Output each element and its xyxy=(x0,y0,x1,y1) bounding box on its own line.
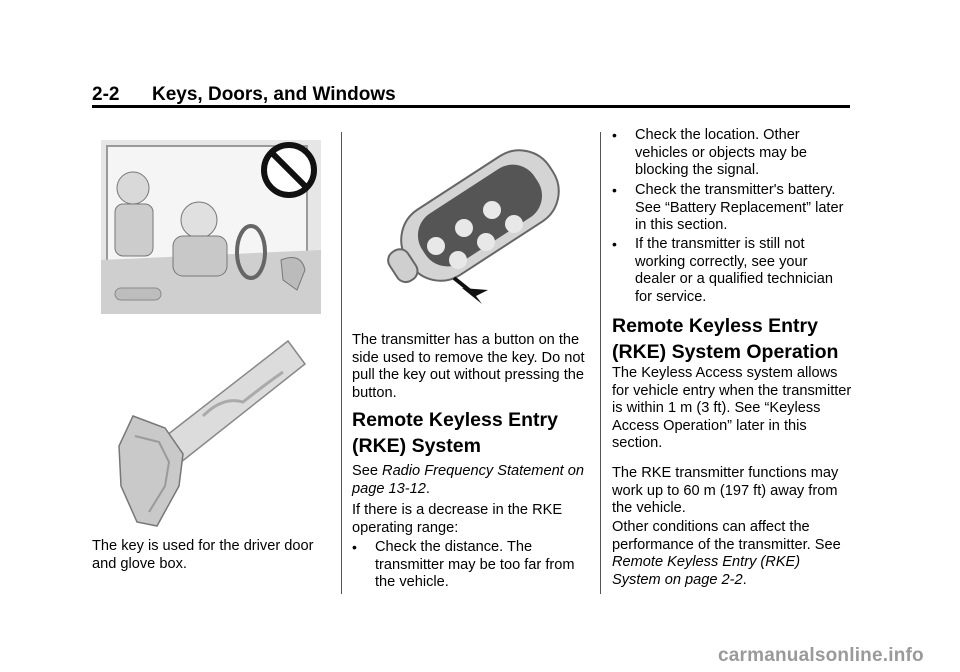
column-divider-right xyxy=(600,132,601,594)
bullet-check-battery: • Check the transmitter's battery. See “Battery Replacement” later in this section. xyxy=(612,182,844,233)
bullet-check-distance: • Check the distance. The transmitter may be too far from the vehicle. xyxy=(352,539,575,590)
bullet-dot: • xyxy=(612,127,617,143)
rke-operation-heading: Remote Keyless Entry (RKE) System Operation xyxy=(612,315,839,363)
fob-caption: The transmitter has a button on the side used to remove the key. Do not pull the key out without pressing the button. xyxy=(352,332,585,401)
see-reference: See Radio Frequency Statement on page 13-12. xyxy=(352,463,585,497)
rke-system-link[interactable]: Remote Keyless Entry (RKE) System on page 2-2 xyxy=(612,554,801,588)
range-paragraph: The RKE transmitter functions may work up to 60 m (197 ft) away from the vehicle. xyxy=(612,465,839,516)
children-in-car-illustration xyxy=(101,140,321,314)
rke-system-heading: Remote Keyless Entry (RKE) System xyxy=(352,409,558,457)
chapter-title: Keys, Doors, and Windows xyxy=(152,84,396,105)
bullet-dot: • xyxy=(352,539,357,555)
bullet-dot: • xyxy=(612,236,617,252)
bullet-dot: • xyxy=(612,182,617,198)
radio-frequency-link[interactable]: Radio Frequency Statement on page 13-12 xyxy=(352,463,585,497)
bullet-see-dealer: • If the transmitter is still not working correctly, see your dealer or a qualified technician for service. xyxy=(612,236,833,305)
key-fob-illustration xyxy=(378,128,578,310)
page-number: 2-2 xyxy=(92,84,120,105)
other-conditions-paragraph: Other conditions can affect the performance of the transmitter. See Remote Keyless Entry (RKE) System on page 2-2. xyxy=(612,519,841,588)
bullet-check-location: • Check the location. Other vehicles or objects may be blocking the signal. xyxy=(612,127,807,178)
range-decrease-text: If there is a decrease in the RKE operating range: xyxy=(352,502,563,536)
keyless-access-paragraph: The Keyless Access system allows for vehicle entry when the transmitter is within 1 m (3 ft). See “Keyless Access Operation” later in this section. xyxy=(612,365,852,451)
site-watermark: carmanualsonline.info xyxy=(718,645,924,666)
column-divider-left xyxy=(341,132,342,594)
key-caption: The key is used for the driver door and glove box. xyxy=(92,538,314,572)
header-rule xyxy=(92,105,850,108)
key-blade-illustration xyxy=(113,336,313,531)
